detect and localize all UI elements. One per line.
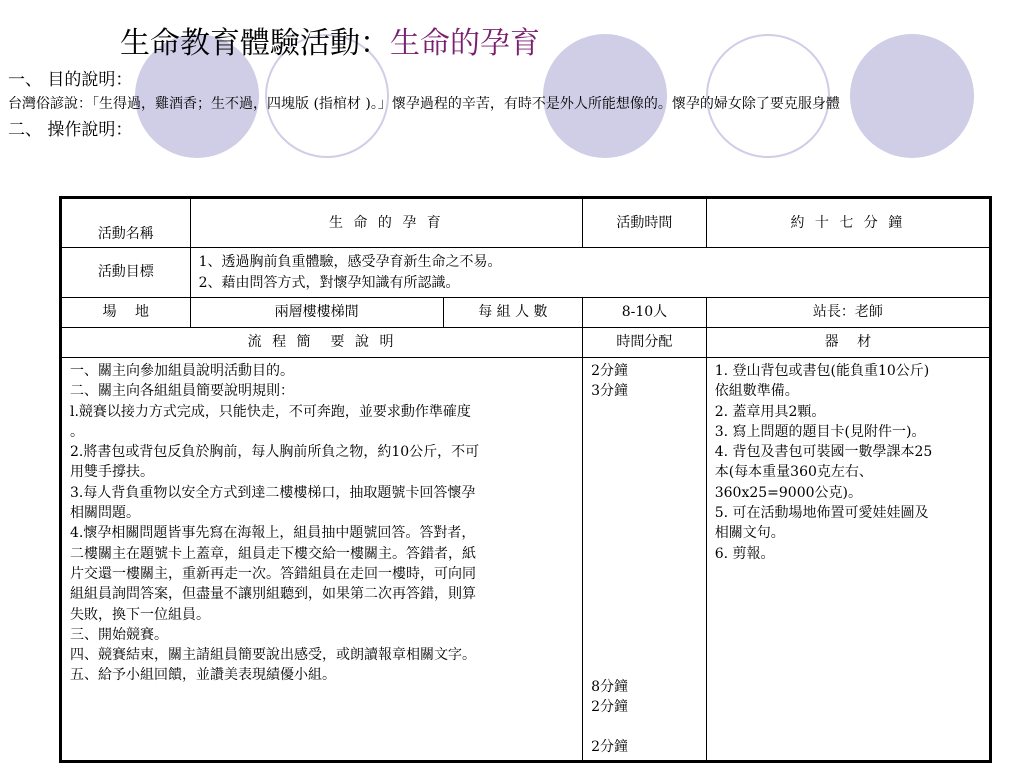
time-line: 2分鐘	[591, 363, 629, 379]
activity-table	[59, 196, 992, 763]
material-line: 2. 蓋章用具2顆。	[714, 403, 826, 420]
purpose-text: 台灣俗諺說：「生得過，雞酒香；生不過，四塊版 (指棺材 )。」懷孕過程的辛苦，有時不是外人所能想像的。懷孕的婦女除了要克服身體	[8, 96, 840, 112]
process-line: 4.懷孕相關問題皆事先寫在海報上，組員抽中題號回答。答對者，	[70, 525, 476, 542]
process-line: 五、給予小組回饋，並讚美表現績優小組。	[70, 667, 336, 684]
process-line: 三、開始競賽。	[70, 626, 168, 643]
time-header: 時間分配	[583, 328, 707, 358]
material-line: 1. 登山背包或書包(能負重10公斤)	[714, 363, 930, 379]
process-line: 。	[70, 423, 84, 440]
material-line: 6. 剪報。	[714, 545, 775, 562]
time-line: 8分鐘	[591, 678, 629, 695]
station-value: 站長：老師	[706, 298, 990, 328]
section-operation-heading: 二、 操作說明：	[8, 120, 133, 140]
group-size-value: 8-10人	[583, 298, 707, 328]
material-line: 相關文句。	[714, 525, 785, 542]
title-accent: 生命的孕育	[390, 26, 540, 61]
process-line: 失敗，換下一位組員。	[70, 606, 210, 623]
section-purpose-heading: 一、 目的說明：	[8, 70, 133, 90]
process-line: 二樓關主在題號卡上蓋章，組員走下樓交給一樓關主。答錯者，紙	[70, 545, 476, 562]
goal-line: 1、透過胸前負重體驗，感受孕育新生命之不易。	[198, 254, 502, 271]
material-line: 3. 寫上問題的題目卡(見附件一)。	[714, 423, 926, 440]
process-cell	[61, 358, 583, 762]
process-line: 3.每人背負重物以安全方式到達二樓樓梯口，抽取題號卡回答懷孕	[70, 484, 476, 501]
material-line: 360x25=9000公克)。	[714, 484, 862, 501]
process-line: 相關問題。	[70, 505, 140, 522]
material-line: 依組數準備。	[714, 383, 799, 400]
group-size-label: 每 組 人 數	[443, 298, 583, 328]
material-line: 4. 背包及書包可裝國一數學課本25	[714, 444, 933, 461]
place-label: 場 地	[61, 298, 191, 328]
goal-cell	[190, 248, 990, 298]
goal-label: 活動目標	[61, 248, 191, 298]
activity-name-label: 活動名稱	[61, 198, 191, 248]
material-cell	[706, 358, 990, 762]
process-line: 一、關主向參加組員說明活動目的。	[70, 363, 294, 379]
process-header: 流 程 簡 要 說 明	[61, 328, 583, 358]
process-line: 2.將書包或背包反負於胸前，每人胸前所負之物，約10公斤，不可	[70, 444, 480, 461]
activity-name-value: 生 命 的 孕 育	[190, 198, 583, 248]
process-line: 二、關主向各組組員簡要說明規則：	[70, 383, 294, 400]
process-line: 用雙手撐扶。	[70, 464, 154, 481]
goal-line: 2、藉由問答方式，對懷孕知識有所認識。	[198, 274, 460, 291]
time-line: 3分鐘	[591, 383, 629, 400]
time-line: 2分鐘	[591, 739, 629, 756]
process-line: 四、競賽結束，關主請組員簡要說出感受，或朗讀報章相關文字。	[70, 647, 476, 664]
material-line: 5. 可在活動場地佈置可愛娃娃圖及	[714, 505, 929, 522]
page-title	[120, 26, 540, 62]
place-value: 兩層樓樓梯間	[190, 298, 443, 328]
activity-time-label: 活動時間	[583, 198, 707, 248]
process-line: 組組員詢問答案，但盡量不讓別組聽到，如果第二次再答錯，則算	[70, 586, 476, 603]
process-line: 片交還一樓關主，重新再走一次。答錯組員在走回一樓時，可向同	[70, 565, 476, 582]
activity-time-value: 約 十 七 分 鐘	[706, 198, 990, 248]
title-main: 生命教育體驗活動：	[120, 26, 390, 61]
time-cell	[583, 358, 707, 762]
time-line: 2分鐘	[591, 698, 629, 715]
material-line: 本(每本重量360克左右、	[714, 464, 873, 481]
process-line: l.競賽以接力方式完成，只能快走，不可奔跑，並要求動作準確度	[70, 403, 471, 420]
material-header: 器 材	[706, 328, 990, 358]
